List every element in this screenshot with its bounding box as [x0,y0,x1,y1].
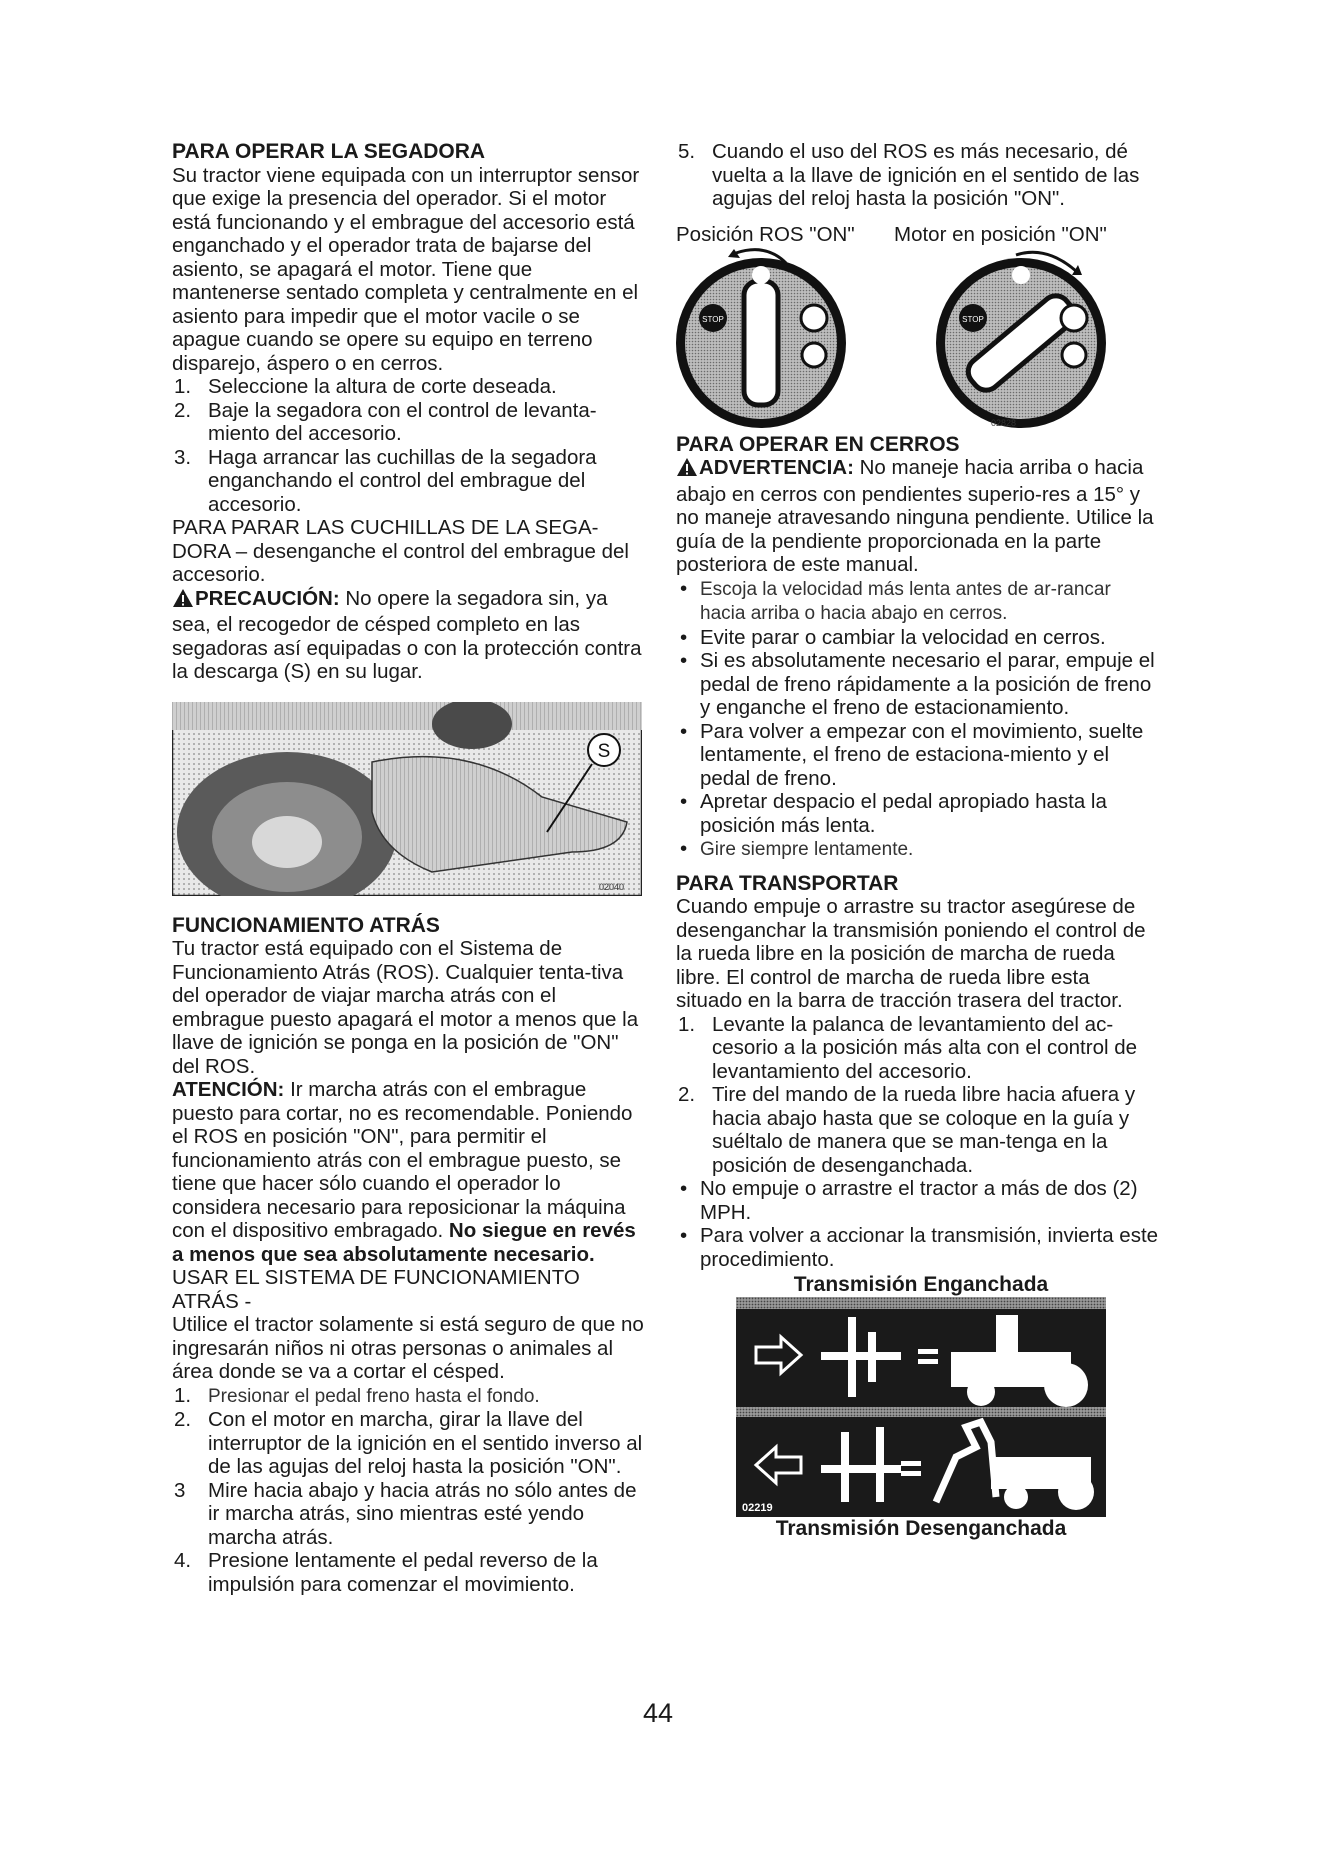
mower-heading: PARA OPERAR LA SEGADORA [172,140,486,163]
discharge-guard-figure [172,702,642,896]
step-number: 3 [174,1478,186,1502]
ignition-key-figure [676,223,1161,429]
figure-code: 02828 [990,417,1016,428]
bullet-icon: • [680,837,688,860]
bullet-text: No empuje o arrastre el tractor a más de dos (2) MPH. [700,1177,1138,1224]
ignition-switch-illustration [676,223,1161,429]
warning-label: ADVERTENCIA: [699,456,854,479]
list-item [172,1479,646,1550]
mower-steps [172,375,646,516]
list-item [172,446,646,517]
step-number: 4. [174,1549,192,1572]
step-text: Con el motor en marcha, girar la llave del interruptor de la ignición en el sentido inverso al de las agujas del reloj hasta la posición "ON". [208,1408,643,1478]
hills-warning-paragraph [676,456,1161,577]
mower-intro: Su tractor viene equipada con un interruptor sensor que exige la presencia del operador. Si el motor está funcionando y el embrague del accesorio está enganchado y el operador trata de bajarse del asiento, se apagará el motor. Tiene que mantenerse sentado completa y centralmente en el asiento para impedir que el motor vacile o se apague cuando se opere su equipo en terreno disparejo, áspero o en cerros. [172,163,640,375]
attention-paragraph [172,1078,646,1266]
ros-step5 [676,140,1161,211]
stop-blades-text: PARA PARAR LAS CUCHILLAS DE LA SEGA-DORA – desenganche el control del embrague del accesorio. [172,516,629,586]
bullet-icon: • [680,649,688,672]
bullet-text: Evite parar o cambiar la velocidad en cerros. [700,625,1106,649]
hills-bullets [676,577,1161,862]
transport-heading: PARA TRANSPORTAR [676,871,899,895]
step-number: 1. [678,1012,696,1036]
attention-bold-text: No siegue en revés a menos que sea absolutamente necesario. [172,1219,636,1266]
mower-deck-illustration [172,702,642,896]
figure-code: 02219 [742,1501,773,1514]
hills-heading: PARA OPERAR EN CERROS [676,432,960,456]
reverse-heading: FUNCIONAMIENTO ATRÁS [172,913,440,937]
step-number: 5. [678,140,696,163]
stop-label: STOP [702,314,724,324]
left-column [172,140,646,1596]
list-item [676,720,1161,791]
bullet-icon: • [680,1177,688,1200]
transmission-figure [736,1273,1106,1540]
step-text: Tire del mando de la rueda libre hacia afuera y hacia abajo hasta que se coloque en la guía y suéltalo de manera que se man-tenga en la posición de desenganchada. [712,1083,1136,1177]
reverse-intro: Tu tractor está equipado con el Sistema de Funcionamiento Atrás (ROS). Cualquier tenta-tiva del operador de viajar marcha atrás con el embrague puesto apagará el motor a menos que la llave de ignición se ponga en la posición de "ON" del ROS. [172,937,639,1078]
step-text: Presionar el pedal freno hasta el fondo. [208,1385,540,1407]
transport-steps [676,1013,1161,1178]
use-ros-text: Utilice el tractor solamente si está seguro de que no ingresarán niños ni otras personas o animales al área donde se va a cortar el césped. [172,1313,644,1383]
step-number: 2. [678,1083,696,1106]
list-item [676,790,1161,837]
step-number: 1. [174,375,192,398]
attention-text: Ir marcha atrás con el embrague puesto para cortar, no es recomendable. Poniendo el ROS en posición "ON", para permitir el funcionamiento atrás con el embrague puesto, se tiene que hacer sólo cuando el operador lo considera necesario para reposicionar la máquina con el dispositivo embragado. [172,1078,633,1242]
warning-triangle-icon [172,588,194,614]
warning-triangle-icon [676,457,698,483]
transport-intro: Cuando empuje o arrastre su tractor asegúrese de desenganchar la transmisión poniendo el control de la rueda libre en la posición de marcha de rueda libre. El control de marcha de rueda libre esta situado en la barra de tracción trasera del tractor. [676,895,1146,1012]
disengaged-caption: Transmisión Desenganchada [775,1516,1067,1540]
transmission-illustration [736,1297,1106,1517]
stop-label: STOP [962,314,984,324]
list-item [676,649,1161,720]
use-ros-heading: USAR EL SISTEMA DE FUNCIONAMIENTO ATRÁS - [172,1266,580,1313]
bullet-text: Gire siempre lentamente. [700,839,914,860]
list-item [172,375,646,399]
list-item [676,837,1161,862]
step-text: Presione lentamente el pedal reverso de la impulsión para comenzar el movimiento. [208,1549,598,1596]
list-item [676,1013,1161,1084]
list-item [172,1408,646,1479]
step-text: Cuando el uso del ROS es más necesario, dé vuelta a la llave de ignición en el sentido de las agujas del reloj hasta la posición "ON". [712,140,1140,210]
step-text: Seleccione la altura de corte deseada. [208,375,557,398]
list-item [172,1549,646,1596]
list-item [676,140,1161,211]
step-number: 3. [174,445,192,469]
engine-dial [936,252,1106,428]
transport-bullets [676,1177,1161,1271]
step-number: 2. [174,398,192,422]
caution-label: PRECAUCIÓN: [195,586,340,610]
bullet-text: Para volver a accionar la transmisión, invierta este procedimiento. [700,1224,1159,1271]
bullet-icon: • [680,576,688,600]
step-number: 1. [174,1383,192,1407]
label-motor-on: Motor en posición "ON" [894,222,1107,246]
page-number: 44 [643,1698,674,1728]
label-ros-on: Posición ROS "ON" [676,222,855,246]
list-item [676,1083,1161,1177]
caution-paragraph [172,587,646,684]
list-item [676,577,1161,626]
bullet-icon: • [680,1224,688,1247]
step-text: Levante la palanca de levantamiento del ac-cesorio a la posición más alta con el control de levantamiento del accesorio. [712,1012,1138,1083]
bullet-text: Apretar despacio el pedal apropiado hasta la posición más lenta. [700,790,1107,837]
ros-dial [676,249,846,428]
right-column [676,140,1161,1540]
warning-text: No maneje hacia arriba o hacia abajo en cerros con pendientes superio-res a 15° y no maneje atravesando ninguna pendiente. Utilice la guía de la pendiente proporcionada en la parte posteriora de este manual. [676,456,1154,576]
bullet-icon: • [680,790,688,813]
reverse-steps [172,1384,646,1597]
engaged-caption: Transmisión Enganchada [793,1273,1049,1296]
callout-s: S [597,740,611,762]
list-item [676,1177,1161,1224]
list-item [172,399,646,446]
step-text: Haga arrancar las cuchillas de la segadora enganchando el control del embrague del accesorio. [208,445,597,516]
bullet-text: Si es absolutamente necesario el parar, empuje el pedal de freno rápidamente a la posición de freno y enganche el freno de estacionamiento. [700,649,1155,719]
list-item [676,1224,1161,1271]
bullet-text: Para volver a empezar con el movimiento, suelte lentamente, el freno de estaciona-miento y el pedal de freno. [700,719,1144,790]
bullet-icon: • [680,719,688,743]
attention-label: ATENCIÓN: [172,1078,285,1101]
step-number: 2. [174,1408,192,1431]
step-text: Baje la segadora con el control de levanta-miento del accesorio. [208,398,597,445]
bullet-icon: • [680,625,688,649]
step-text: Mire hacia abajo y hacia atrás no sólo antes de ir marcha atrás, sino mientras esté yendo marcha atrás. [208,1478,637,1549]
list-item [172,1384,646,1409]
list-item [676,626,1161,650]
caution-text: No opere la segadora sin, ya sea, el recogedor de césped completo en las segadoras así equipadas o con la protección contra la descarga (S) en su lugar. [172,586,642,683]
figure-code: 02040 [598,881,624,892]
bullet-text: Escoja la velocidad más lenta antes de ar-rancar hacia arriba o hacia abajo en cerros. [700,578,1111,624]
